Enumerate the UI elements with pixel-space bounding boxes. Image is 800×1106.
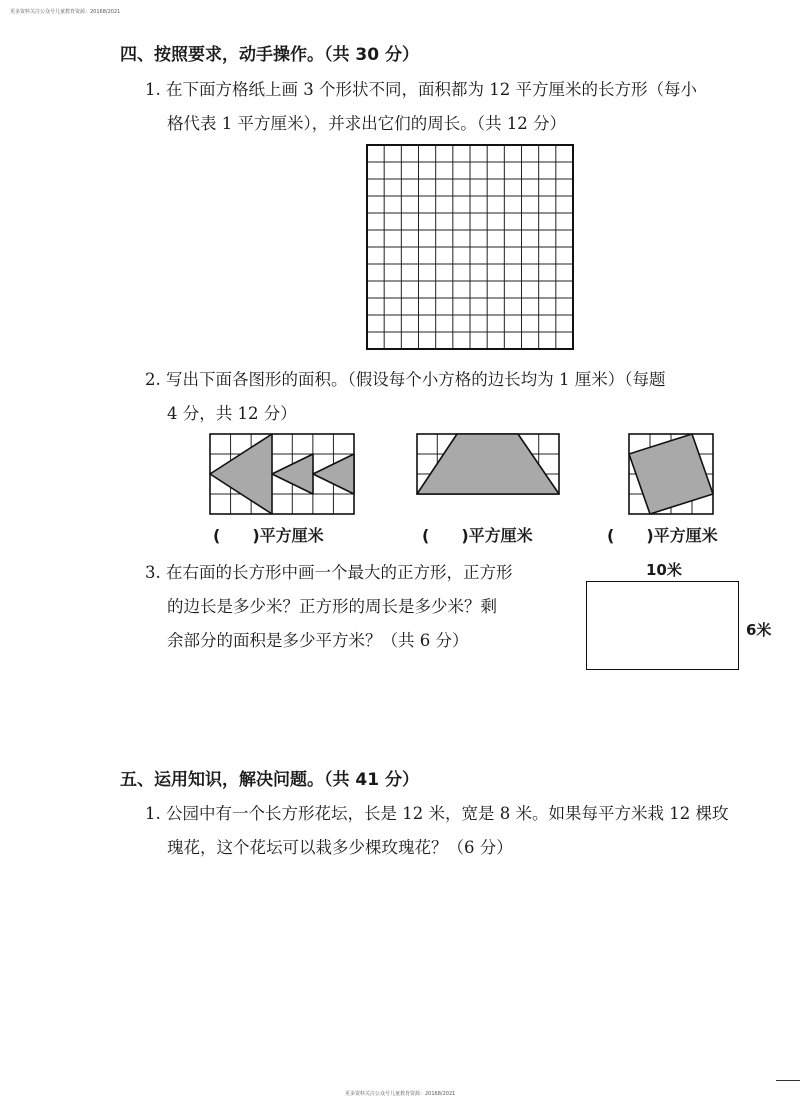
q2-text-line2: 4 分，共 12 分） [167, 404, 297, 423]
q2-figure-tilted-square [629, 434, 713, 514]
q2-figure-triangles [210, 434, 354, 514]
rect-width-label: 10米 [646, 561, 682, 579]
q3-text-line1: 3. 在右面的长方形中画一个最大的正方形，正方形 [145, 563, 513, 582]
q3-rectangle[interactable] [586, 581, 739, 670]
large-triangle [210, 434, 272, 514]
footer-note: 更多资料关注公众号儿童教育资源：20168/2021 [345, 1091, 456, 1097]
answer-blank-2[interactable]: ( )平方厘米 [422, 526, 533, 545]
trapezoid-shape [417, 434, 559, 494]
s5-q1-text-line2: 瑰花，这个花坛可以栽多少棵玫瑰花？（6 分） [167, 838, 513, 857]
q1-text-line1: 1. 在下面方格纸上画 3 个形状不同，面积都为 12 平方厘米的长方形（每小 [145, 80, 697, 99]
section4-title: 四、按照要求，动手操作。（共 30 分） [120, 45, 419, 65]
q1-text-line2: 格代表 1 平方厘米），并求出它们的周长。（共 12 分） [167, 114, 566, 133]
page-edge-mark [776, 1080, 800, 1081]
rect-height-label: 6米 [746, 621, 772, 639]
s5-q1-text-line1: 1. 公园中有一个长方形花坛，长是 12 米，宽是 8 米。如果每平方米栽 12 棵玫 [145, 804, 729, 823]
q2-figure-trapezoid [417, 434, 559, 494]
tilted-square-shape [629, 434, 713, 514]
answer-blank-3[interactable]: ( )平方厘米 [607, 526, 718, 545]
q3-text-line2: 的边长是多少米？正方形的周长是多少米？剩 [167, 597, 497, 616]
section5-title: 五、运用知识，解决问题。（共 41 分） [120, 770, 419, 790]
q2-text-line1: 2. 写出下面各图形的面积。（假设每个小方格的边长均为 1 厘米）（每题 [145, 370, 666, 389]
answer-blank-1[interactable]: ( )平方厘米 [213, 526, 324, 545]
header-note: 更多资料关注公众号儿童教育资源：20168/2021 [10, 9, 121, 15]
q3-text-line3: 余部分的面积是多少平方米？（共 6 分） [167, 631, 469, 650]
q1-drawing-grid[interactable] [367, 145, 573, 349]
